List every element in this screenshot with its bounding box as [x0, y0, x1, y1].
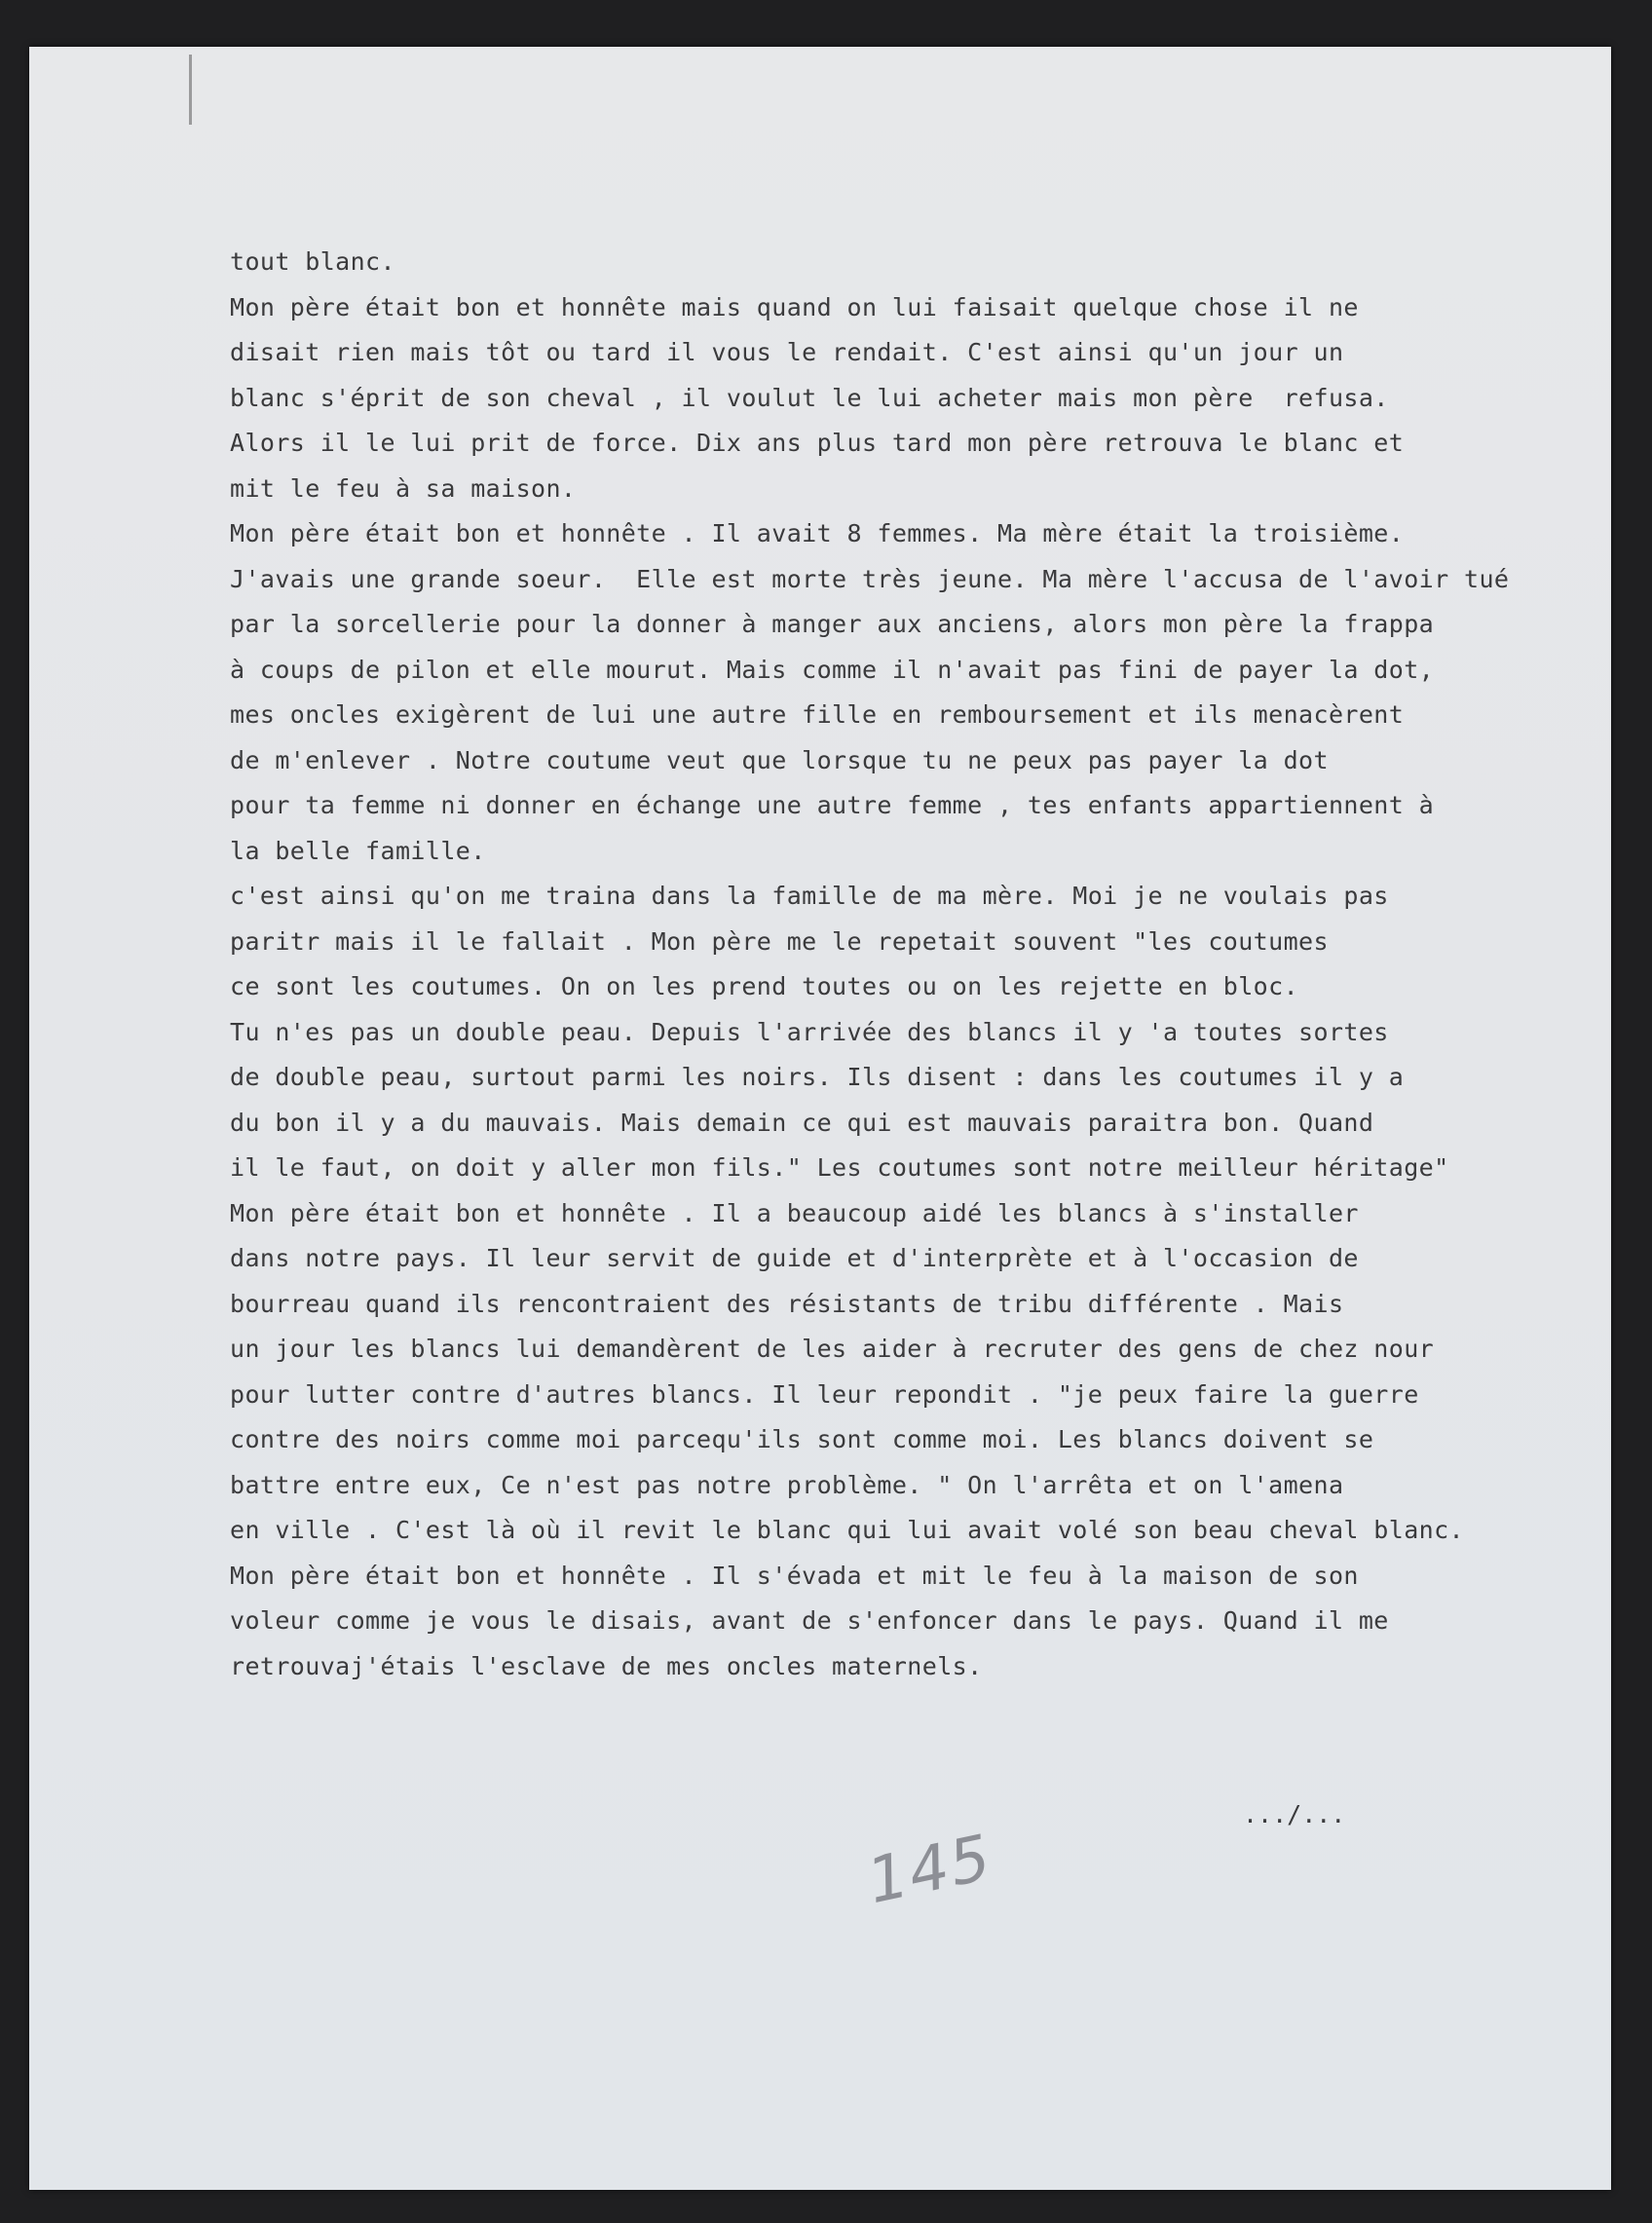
text-line: Alors il le lui prit de force. Dix ans plus tard mon père retrouva le blanc et — [230, 429, 1405, 457]
text-line: la belle famille. — [230, 836, 486, 865]
text-line: voleur comme je vous le disais, avant de s'enfoncer dans le pays. Quand il me — [230, 1606, 1389, 1635]
text-line: tout blanc. — [230, 247, 395, 276]
text-line: Mon père était bon et honnête . Il s'évada et mit le feu à la maison de son — [230, 1561, 1359, 1590]
text-line: pour lutter contre d'autres blancs. Il leur repondit . "je peux faire la guerre — [230, 1379, 1419, 1409]
text-line: mit le feu à sa maison. — [230, 473, 577, 503]
text-line: Mon père était bon et honnête mais quand on lui faisait quelque chose il ne — [230, 292, 1359, 321]
text-line: c'est ainsi qu'on me traina dans la famille de ma mère. Moi je ne voulais pas — [230, 882, 1389, 910]
handwritten-page-number: 145 — [861, 1822, 999, 1919]
text-line: de m'enlever . Notre coutume veut que lorsque tu ne peux pas payer la dot — [230, 745, 1329, 774]
text-line: Mon père était bon et honnête . Il a beaucoup aidé les blancs à s'installer — [230, 1198, 1359, 1227]
text-line: J'avais une grande soeur. Elle est morte très jeune. Ma mère l'accusa de l'avoir tué — [230, 564, 1510, 593]
text-line: paritr mais il le fallait . Mon père me le repetait souvent "les coutumes — [230, 926, 1329, 956]
text-line: Tu n'es pas un double peau. Depuis l'arrivée des blancs il y 'a toutes sortes — [230, 1017, 1389, 1046]
text-line: à coups de pilon et elle mourut. Mais comme il n'avait pas fini de payer la dot, — [230, 655, 1435, 684]
text-line: Mon père était bon et honnête . Il avait 8 femmes. Ma mère était la troisième. — [230, 519, 1405, 547]
continuation-mark: .../... — [1243, 1800, 1346, 1828]
text-line: en ville . C'est là où il revit le blanc qui lui avait volé son beau cheval blanc. — [230, 1516, 1465, 1544]
text-line: battre entre eux, Ce n'est pas notre problème. " On l'arrêta et on l'amena — [230, 1470, 1344, 1499]
text-line: un jour les blancs lui demandèrent de les aider à recruter des gens de chez nour — [230, 1335, 1435, 1363]
text-line: de double peau, surtout parmi les noirs. Ils disent : dans les coutumes il y a — [230, 1063, 1405, 1091]
text-line: mes oncles exigèrent de lui une autre fille en remboursement et ils menacèrent — [230, 700, 1405, 729]
text-line: bourreau quand ils rencontraient des résistants de tribu différente . Mais — [230, 1289, 1344, 1318]
document-page — [29, 47, 1611, 2190]
text-line: dans notre pays. Il leur servit de guide et d'interprète et à l'occasion de — [230, 1244, 1359, 1272]
text-line: pour ta femme ni donner en échange une autre femme , tes enfants appartiennent à — [230, 791, 1435, 819]
margin-mark — [189, 55, 192, 125]
text-line: ce sont les coutumes. On on les prend toutes ou on les rejette en bloc. — [230, 972, 1299, 1000]
text-line: il le faut, on doit y aller mon fils." Les coutumes sont notre meilleur héritage" — [230, 1153, 1449, 1182]
text-line: disait rien mais tôt ou tard il vous le rendait. C'est ainsi qu'un jour un — [230, 338, 1344, 366]
typed-text-body — [230, 240, 1613, 1689]
text-line: contre des noirs comme moi parcequ'ils sont comme moi. Les blancs doivent se — [230, 1425, 1374, 1453]
text-line: par la sorcellerie pour la donner à manger aux anciens, alors mon père la frappa — [230, 610, 1435, 638]
text-line: du bon il y a du mauvais. Mais demain ce qui est mauvais paraitra bon. Quand — [230, 1108, 1374, 1137]
text-line: blanc s'éprit de son cheval , il voulut le lui acheter mais mon père refusa. — [230, 383, 1389, 412]
text-line: retrouvaj'étais l'esclave de mes oncles maternels. — [230, 1651, 983, 1680]
